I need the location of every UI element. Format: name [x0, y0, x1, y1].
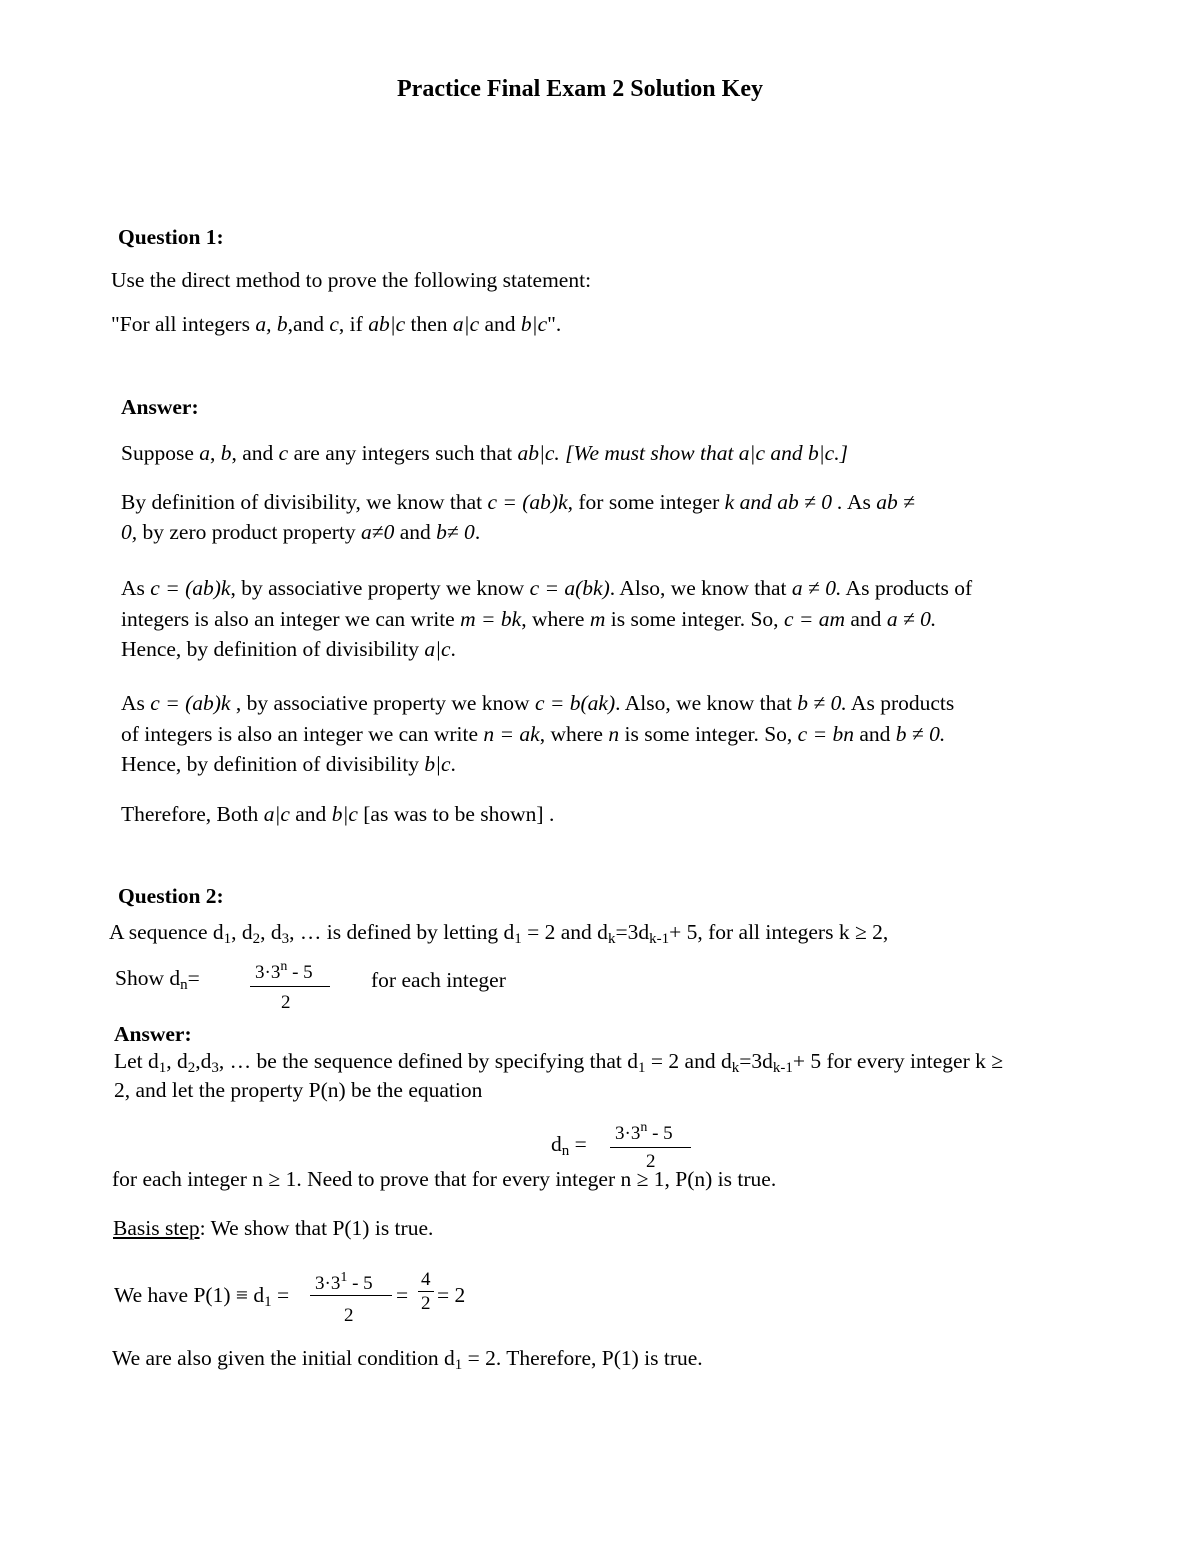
equation-numerator: $3\cdot 3^n - 5$: [615, 1120, 673, 1144]
page-title: Practice Final Exam 2 Solution Key: [397, 76, 763, 102]
basis-equals-1: =: [396, 1283, 409, 1307]
equation-denominator: 2: [646, 1151, 656, 1172]
answer-1-line-1: Suppose a, b, and c are any integers such that ab|c. [We must show that a|c and b|c.]: [121, 441, 848, 465]
answer-2-need-line: for each integer n ≥ 1. Need to prove that for every integer n ≥ 1, P(n) is true.: [112, 1167, 777, 1191]
basis-computation-lhs: We have $P(1) \equiv d_1$ =: [114, 1283, 290, 1310]
answer-1-line-7: As c = (ab)k , by associative property we know c = b(ak). Also, we know that b ≠ 0. As products: [121, 691, 955, 715]
answer-1-label: Answer:: [121, 395, 199, 419]
answer-2-let-line-1: Let $d_1$, $d_2,d_3$, … be the sequence defined by specifying that $d_1 = 2$ and $d_k=3d_{k-1}+ 5$ for every integer k ≥: [114, 1049, 1004, 1076]
basis-fraction-2-bar: [418, 1291, 434, 1292]
question-1-statement: "For all integers a, b,and c, if ab|c then a|c and b|c".: [111, 312, 562, 336]
answer-1-line-5: integers is also an integer we can write m = bk, where m is some integer. So, c = am and a ≠ 0.: [121, 607, 937, 631]
answer-1-line-6: Hence, by definition of divisibility a|c.: [121, 637, 456, 661]
basis-denominator: 2: [344, 1305, 354, 1326]
answer-2-label: Answer:: [114, 1022, 192, 1046]
basis-fraction-2-denominator: 2: [421, 1293, 431, 1314]
answer-1-line-2: By definition of divisibility, we know that c = (ab)k, for some integer k and ab ≠ 0 . As ab ≠: [121, 490, 915, 514]
basis-numerator: $3\cdot 3^1 - 5$: [315, 1270, 373, 1294]
show-formula-denominator: 2: [281, 992, 291, 1013]
show-formula-numerator: $3\cdot 3^n - 5$: [255, 959, 313, 983]
show-formula-tail: for each integer: [371, 968, 506, 992]
equation-lhs: $d_n$ =: [551, 1132, 587, 1159]
answer-1-line-8: of integers is also an integer we can write n = ak, where n is some integer. So, c = bn and b ≠ 0.: [121, 722, 946, 746]
question-2-heading: Question 2:: [118, 884, 224, 908]
answer-1-line-9: Hence, by definition of divisibility b|c.: [121, 752, 456, 776]
answer-1-line-3: 0, by zero product property a≠0 and b≠ 0.: [121, 520, 481, 544]
equation-fraction-bar: [610, 1147, 691, 1148]
question-1-heading: Question 1:: [118, 225, 224, 249]
question-1-prompt: Use the direct method to prove the following statement:: [111, 268, 592, 292]
answer-1-conclusion: Therefore, Both a|c and b|c [as was to be shown] .: [121, 802, 555, 826]
question-2-sequence: A sequence $d_1$, $d_2$, $d_3$, … is defined by letting $d_1 = 2$ and $d_k=3d_{k-1}+ 5$, for all integers k ≥ 2,: [109, 920, 889, 947]
answer-2-let-line-2: 2, and let the property P(n) be the equation: [114, 1078, 483, 1102]
show-formula-fraction-bar: [250, 986, 330, 987]
initial-condition-line: We are also given the initial condition $d_1 = 2$. Therefore, P(1) is true.: [112, 1346, 703, 1373]
basis-step-line: Basis step: We show that P(1) is true.: [113, 1216, 434, 1240]
answer-1-line-4: As c = (ab)k, by associative property we know c = a(bk). Also, we know that a ≠ 0. As products of: [121, 576, 973, 600]
basis-result: = 2: [437, 1283, 466, 1307]
show-formula-label: Show $d_n=$: [115, 966, 200, 993]
basis-fraction-2-numerator: 4: [421, 1269, 431, 1290]
basis-fraction-bar: [310, 1295, 392, 1296]
